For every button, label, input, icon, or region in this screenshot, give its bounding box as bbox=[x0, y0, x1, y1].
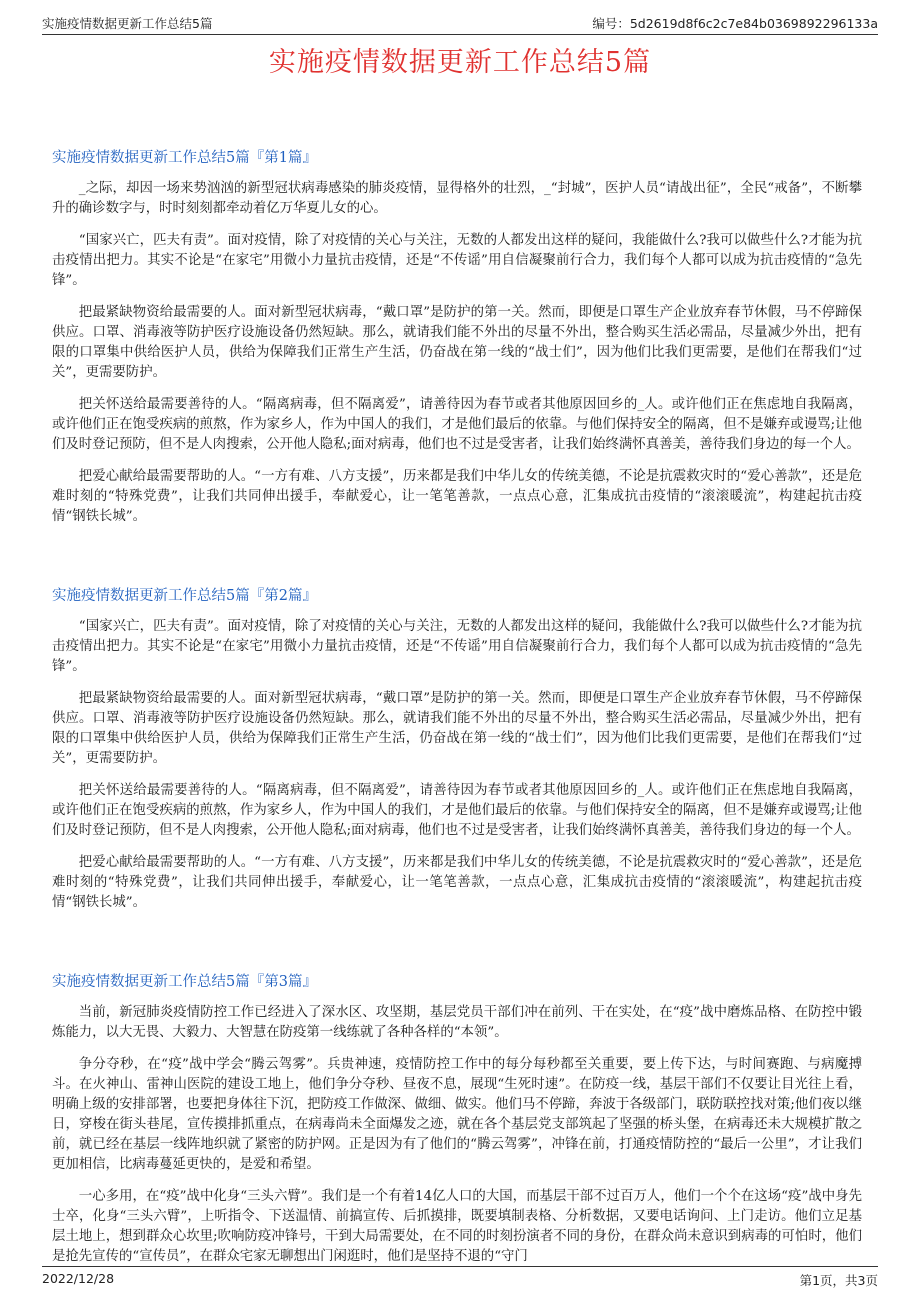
paragraph: 争分夺秒，在“疫”战中学会“腾云驾雾”。兵贵神速，疫情防控工作中的每分每秒都至关重要，要上传下达，与时间赛跑、与病魔搏斗。在火神山、雷神山医院的建设工地上，他们争分夺秒、昼夜不息，展现“生死时速”。在防疫一线，基层干部们不仅要让目光往上看，明确上级的安排部署，也要把身体往下沉，把防疫工作做深、做细、做实。他们马不停蹄，奔波于各级部门，联防联控找对策;他们夜以继日，穿梭在街头巷尾，宣传摸排抓重点，在病毒尚未全面爆发之迹，就在各个基层党支部筑起了坚强的桥头堡，在病毒还未大规模扩散之前，就已经在基层一线阵地织就了紧密的防护网。正是因为有了他们的“腾云驾雾”，冲锋在前，打通疫情防控的“最后一公里”，才让我们更加相信，比病毒蔓延更快的，是爱和希望。 bbox=[52, 1057, 862, 1172]
paragraph: 当前，新冠肺炎疫情防控工作已经进入了深水区、攻坚期，基层党员干部们冲在前列、干在实处，在“疫”战中磨炼品格、在防控中锻炼能力，以大无畏、大毅力、大智慧在防疫第一线练就了各种各样的“本领”。 bbox=[52, 1005, 862, 1040]
paragraph: 把最紧缺物资给最需要的人。面对新型冠状病毒，“戴口罩”是防护的第一关。然而，即便是口罩生产企业放弃春节休假，马不停蹄保供应。口罩、消毒液等防护医疗设施设备仍然短缺。那么，就请我们能不外出的尽量不外出，整合购买生活必需品，尽量减少外出，把有限的口罩集中供给医护人员，供给为保障我们正常生产生活，仍奋战在第一线的“战士们”，因为他们比我们更需要，是他们在帮我们“过关”，更需要防护。 bbox=[52, 305, 862, 380]
section-3 bbox=[52, 970, 862, 1279]
paragraph: 把关怀送给最需要善待的人。“隔离病毒，但不隔离爱”，请善待因为春节或者其他原因回乡的_人。或许他们正在焦虑地自我隔离，或许他们正在饱受疾病的煎熬，作为家乡人，作为中国人的我们，才是他们最后的依靠。与他们保持安全的隔离，但不是嫌弃或谩骂;让他们及时登记预防，但不是人肉搜索，公开他人隐私;面对病毒，他们也不过是受害者，让我们始终满怀真善美，善待我们身边的每一个人。 bbox=[52, 397, 862, 452]
section-heading: 实施疫情数据更新工作总结5篇『第3篇』 bbox=[52, 974, 317, 990]
paragraph: “国家兴亡，匹夫有责”。面对疫情，除了对疫情的关心与关注，无数的人都发出这样的疑问，我能做什么?我可以做些什么?才能为抗击疫情出把力。其实不论是“在家宅”用微小力量抗击疫情，还是“不传谣”用自信凝聚前行合力，我们每个人都可以成为抗击疫情的“急先锋”。 bbox=[52, 619, 862, 674]
paragraph: 一心多用，在“疫”战中化身“三头六臂”。我们是一个有着14亿人口的大国，而基层干部不过百万人，他们一个个在这场“疫”战中身先士卒，化身“三头六臂”，上听指令、下送温情、前搞宣传、后抓摸排，既要填制表格、分析数据，又要电话询问、上门走访。他们立足基层土地上，想到群众心坎里;吹响防疫冲锋号，干到大局需要处，在不同的时刻扮演者不同的身份，在群众尚未意识到病毒的可怕时，他们是抢先宣传的“宣传员”，在群众宅家无聊想出门闲逛时，他们是坚持不退的“守门 bbox=[52, 1189, 862, 1264]
page-number: 第1页，共3页 bbox=[799, 1273, 878, 1288]
paragraph: 把爱心献给最需要帮助的人。“一方有难、八方支援”，历来都是我们中华儿女的传统美德，不论是抗震救灾时的“爱心善款”，还是危难时刻的“特殊党费”，让我们共同伸出援手，奉献爱心，让一笔笔善款，一点点心意，汇集成抗击疫情的“滚滚暖流”，构建起抗击疫情“钢铁长城”。 bbox=[52, 855, 862, 910]
header-doc-name: 实施疫情数据更新工作总结5篇 bbox=[42, 16, 213, 31]
header-doc-number: 编号：5d2619d8f6c2c7e84b0369892296133a bbox=[592, 16, 878, 31]
page-header bbox=[42, 12, 878, 35]
page-footer bbox=[42, 1266, 878, 1291]
document-title: 实施疫情数据更新工作总结5篇 bbox=[268, 47, 652, 78]
footer-date: 2022/12/28 bbox=[42, 1271, 115, 1286]
paragraph: 把关怀送给最需要善待的人。“隔离病毒，但不隔离爱”，请善待因为春节或者其他原因回乡的_人。或许他们正在焦虑地自我隔离，或许他们正在饱受疾病的煎熬，作为家乡人，作为中国人的我们，才是他们最后的依靠。与他们保持安全的隔离，但不是嫌弃或谩骂;让他们及时登记预防，但不是人肉搜索，公开他人隐私;面对病毒，他们也不过是受害者，让我们始终满怀真善美，善待我们身边的每一个人。 bbox=[52, 783, 862, 838]
paragraph: 把最紧缺物资给最需要的人。面对新型冠状病毒，“戴口罩”是防护的第一关。然而，即便是口罩生产企业放弃春节休假，马不停蹄保供应。口罩、消毒液等防护医疗设施设备仍然短缺。那么，就请我们能不外出的尽量不外出，整合购买生活必需品，尽量减少外出，把有限的口罩集中供给医护人员，供给为保障我们正常生产生活，仍奋战在第一线的“战士们”，因为他们比我们更需要，是他们在帮我们“过关”，更需要防护。 bbox=[52, 691, 862, 766]
section-heading: 实施疫情数据更新工作总结5篇『第2篇』 bbox=[52, 588, 317, 604]
section-heading: 实施疫情数据更新工作总结5篇『第1篇』 bbox=[52, 150, 317, 166]
paragraph: _之际，却因一场来势汹汹的新型冠状病毒感染的肺炎疫情，显得格外的壮烈，_“封城”，医护人员“请战出征”，全民“戒备”，不断攀升的确诊数字与，时时刻刻都牵动着亿万华夏儿女的心。 bbox=[52, 181, 862, 216]
section-2 bbox=[52, 584, 862, 925]
paragraph: 把爱心献给最需要帮助的人。“一方有难、八方支援”，历来都是我们中华儿女的传统美德，不论是抗震救灾时的“爱心善款”，还是危难时刻的“特殊党费”，让我们共同伸出援手，奉献爱心，让一笔笔善款，一点点心意，汇集成抗击疫情的“滚滚暖流”，构建起抗击疫情“钢铁长城”。 bbox=[52, 469, 862, 524]
paragraph: “国家兴亡，匹夫有责”。面对疫情，除了对疫情的关心与关注，无数的人都发出这样的疑问，我能做什么?我可以做些什么?才能为抗击疫情出把力。其实不论是“在家宅”用微小力量抗击疫情，还是“不传谣”用自信凝聚前行合力，我们每个人都可以成为抗击疫情的“急先锋”。 bbox=[52, 233, 862, 288]
section-1 bbox=[52, 146, 862, 539]
